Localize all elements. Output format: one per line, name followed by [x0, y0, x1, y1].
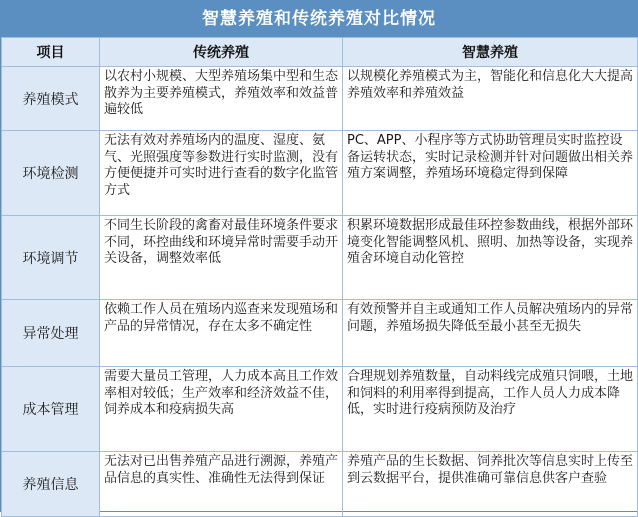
- smart-cell: PC、APP、小程序等方式协助管理员实时监控设备运转状态，实时记录检测并针对问题做出相关养殖方案调整，养殖场环境稳定得到保障: [343, 131, 638, 216]
- traditional-cell: 无法对已出售养殖产品进行溯源，养殖产品信息的真实性、准确性无法得到保证: [100, 452, 343, 517]
- header-row: [2, 38, 638, 67]
- header-item: 项目: [2, 38, 100, 67]
- smart-cell: 有效预警并自主或通知工作人员解决殖场内的异常问题，养殖场损失降低至最小甚至无损失: [343, 300, 638, 367]
- comparison-table: [1, 37, 638, 517]
- row-label: 异常处理: [2, 300, 100, 367]
- traditional-cell: 以农村小规模、大型养殖场集中型和生态散养为主要养殖模式，养殖效率和效益普遍较低: [100, 67, 343, 131]
- traditional-cell: 需要大量员工管理，人力成本高且工作效率相对较低；生产效率和经济效益不佳，饲养成本和疫病损失高: [100, 367, 343, 452]
- smart-cell: 积累环境数据形成最佳环控参数曲线，根据外部环境变化智能调整风机、照明、加热等设备，实现养殖舍环境自动化管控: [343, 216, 638, 300]
- smart-cell: 合理规划养殖数量，自动料线完成殖只饲喂，土地和饲料的利用率得到提高，工作人员人力成本降低，实时进行疫病预防及治疗: [343, 367, 638, 452]
- row-label: 养殖模式: [2, 67, 100, 131]
- header-traditional: 传统养殖: [100, 38, 343, 67]
- header-smart: 智慧养殖: [343, 38, 638, 67]
- row-label: 环境调节: [2, 216, 100, 300]
- table-row: [2, 131, 638, 216]
- table-title: 智慧养殖和传统养殖对比情况: [1, 1, 637, 37]
- traditional-cell: 不同生长阶段的禽畜对最佳环境条件要求不同，环控曲线和环境异常时需要手动开关设备，调整效率低: [100, 216, 343, 300]
- table-row: [2, 367, 638, 452]
- row-label: 养殖信息: [2, 452, 100, 517]
- traditional-cell: 无法有效对养殖场内的温度、湿度、氨气、光照强度等参数进行实时监测，没有方便便捷并可实时进行查看的数字化监管方式: [100, 131, 343, 216]
- row-label: 成本管理: [2, 367, 100, 452]
- table-row: [2, 67, 638, 131]
- table-row: [2, 300, 638, 367]
- row-label: 环境检测: [2, 131, 100, 216]
- smart-cell: 养殖产品的生长数据、饲养批次等信息实时上传至到云数据平台，提供准确可靠信息供客户查验: [343, 452, 638, 517]
- traditional-cell: 依赖工作人员在殖场内巡查来发现殖场和产品的异常情况，存在太多不确定性: [100, 300, 343, 367]
- table-row: [2, 452, 638, 517]
- smart-cell: 以规模化养殖模式为主，智能化和信息化大大提高养殖效率和养殖效益: [343, 67, 638, 131]
- table-row: [2, 216, 638, 300]
